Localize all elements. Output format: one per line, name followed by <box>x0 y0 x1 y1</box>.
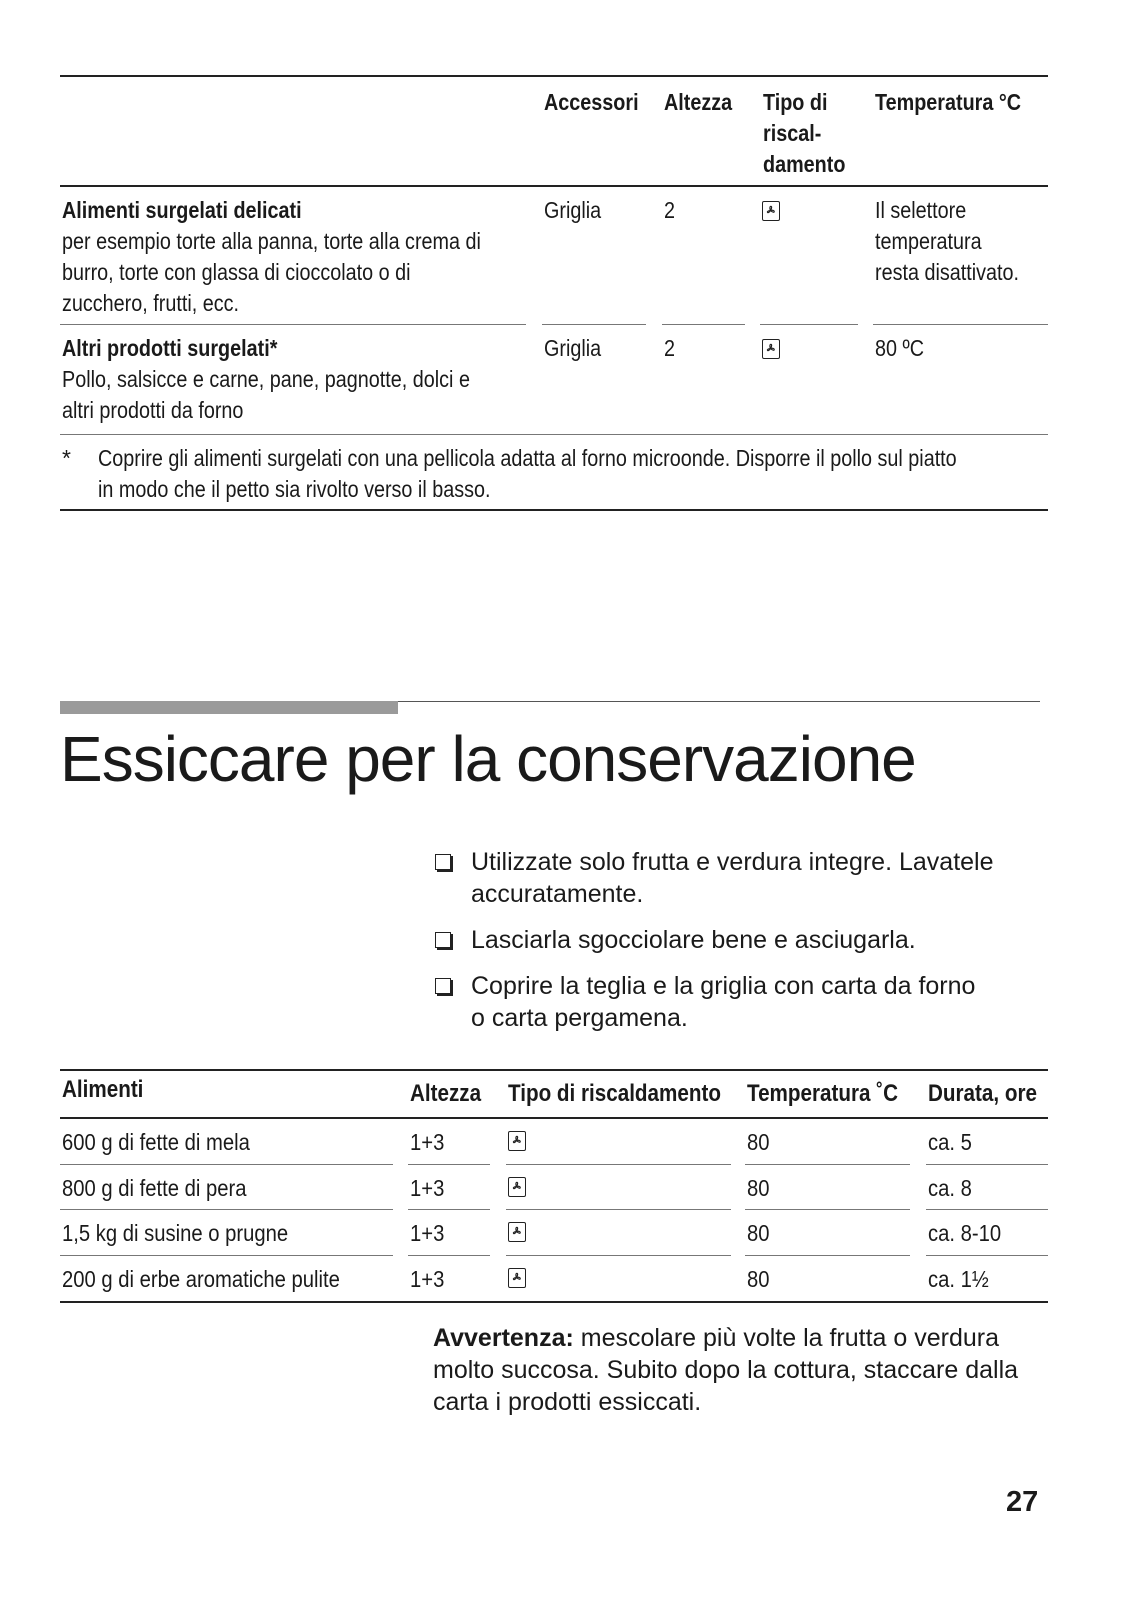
defrost-fan-icon <box>508 1131 526 1151</box>
frozen-food-table <box>60 75 1048 511</box>
accessory-cell: Griglia <box>544 197 602 223</box>
list-item: Coprire la teglia e la griglia con carta da forno o carta pergamena. <box>433 970 1053 1034</box>
duration-cell: ca. 5 <box>928 1129 972 1155</box>
height-cell: 2 <box>664 197 676 223</box>
frozen-table-header <box>60 77 1048 187</box>
defrost-fan-icon <box>762 201 780 221</box>
temperature-cell: 80 <box>747 1220 770 1246</box>
food-cell: 800 g di fette di pera <box>62 1174 247 1201</box>
note-label: Avvertenza: <box>433 1324 574 1352</box>
warning-note: Avvertenza: mescolare più volte la frutta o verdura molto succosa. Subito dopo la cottura, staccare dalla carta i prodotti essiccati. <box>433 1324 1019 1416</box>
table-row <box>60 187 1048 325</box>
defrost-fan-icon <box>762 339 780 359</box>
table-row <box>60 1210 1048 1256</box>
duration-cell: ca. 8 <box>928 1174 972 1201</box>
header-heating-type: Tipo di riscaldamento <box>508 1080 721 1107</box>
table-row <box>60 1165 1048 1211</box>
drying-table <box>60 1069 1048 1303</box>
checkbox-bullet-icon <box>435 932 451 948</box>
temperature-cell: 80 <box>747 1265 770 1292</box>
temperature-cell: 80 <box>747 1129 770 1155</box>
height-cell: 1+3 <box>410 1220 445 1246</box>
defrost-fan-icon <box>508 1222 526 1242</box>
temperature-cell: 80 <box>747 1174 770 1201</box>
bullet-list <box>433 846 1053 1048</box>
header-height: Altezza <box>664 89 733 115</box>
header-heating-type: Tipo di riscal- damento <box>763 89 846 177</box>
header-accessories: Accessori <box>544 89 639 115</box>
header-height: Altezza <box>410 1080 482 1107</box>
list-item: Lasciarla sgocciolare bene e asciugarla. <box>433 924 1053 956</box>
height-cell: 1+3 <box>410 1174 445 1201</box>
header-food: Alimenti <box>62 1076 144 1103</box>
duration-cell: ca. 1½ <box>928 1265 989 1292</box>
list-item: Utilizzate solo frutta e verdura integre. Lavatele accuratamente. <box>433 846 1053 910</box>
table-row <box>60 325 1048 434</box>
page-number: 27 <box>1006 1486 1039 1518</box>
drying-table-header <box>60 1069 1048 1119</box>
food-cell: 1,5 kg di susine o prugne <box>62 1220 289 1246</box>
header-duration: Durata, ore <box>928 1080 1037 1107</box>
accessory-cell: Griglia <box>544 335 602 361</box>
section-bar <box>60 701 398 714</box>
defrost-fan-icon <box>508 1177 526 1197</box>
temperature-cell: 80 ºC <box>875 335 925 361</box>
food-cell: Altri prodotti surgelati* Pollo, salsicce e carne, pane, pagnotte, dolci e altri prodotti da forno <box>62 335 470 423</box>
header-temperature: Temperatura ˚C <box>747 1080 899 1107</box>
duration-cell: ca. 8-10 <box>928 1220 1002 1246</box>
header-temperature: Temperatura °C <box>875 89 1022 115</box>
checkbox-bullet-icon <box>435 978 451 994</box>
height-cell: 1+3 <box>410 1129 445 1155</box>
footnote-marker: * <box>62 445 71 471</box>
height-cell: 2 <box>664 335 676 361</box>
checkbox-bullet-icon <box>435 854 451 870</box>
footnote: * Coprire gli alimenti surgelati con una pellicola adatta al forno microonde. Disporre il pollo sul piatto in modo che il petto sia rivolto verso il basso. <box>60 434 1048 511</box>
food-cell: 200 g di erbe aromatiche pulite <box>62 1265 340 1292</box>
food-cell: 600 g di fette di mela <box>62 1129 250 1155</box>
table-row <box>60 1119 1048 1165</box>
food-cell: Alimenti surgelati delicati per esempio torte alla panna, torte alla crema di burro, torte con glassa di cioccolato o di zucchero, frutti, ecc. <box>62 197 481 316</box>
section-title: Essiccare per la conservazione <box>60 723 916 795</box>
table-row <box>60 1256 1048 1302</box>
height-cell: 1+3 <box>410 1265 445 1292</box>
temperature-cell: Il selettore temperatura resta disattivato. <box>875 197 1020 285</box>
defrost-fan-icon <box>508 1268 526 1288</box>
